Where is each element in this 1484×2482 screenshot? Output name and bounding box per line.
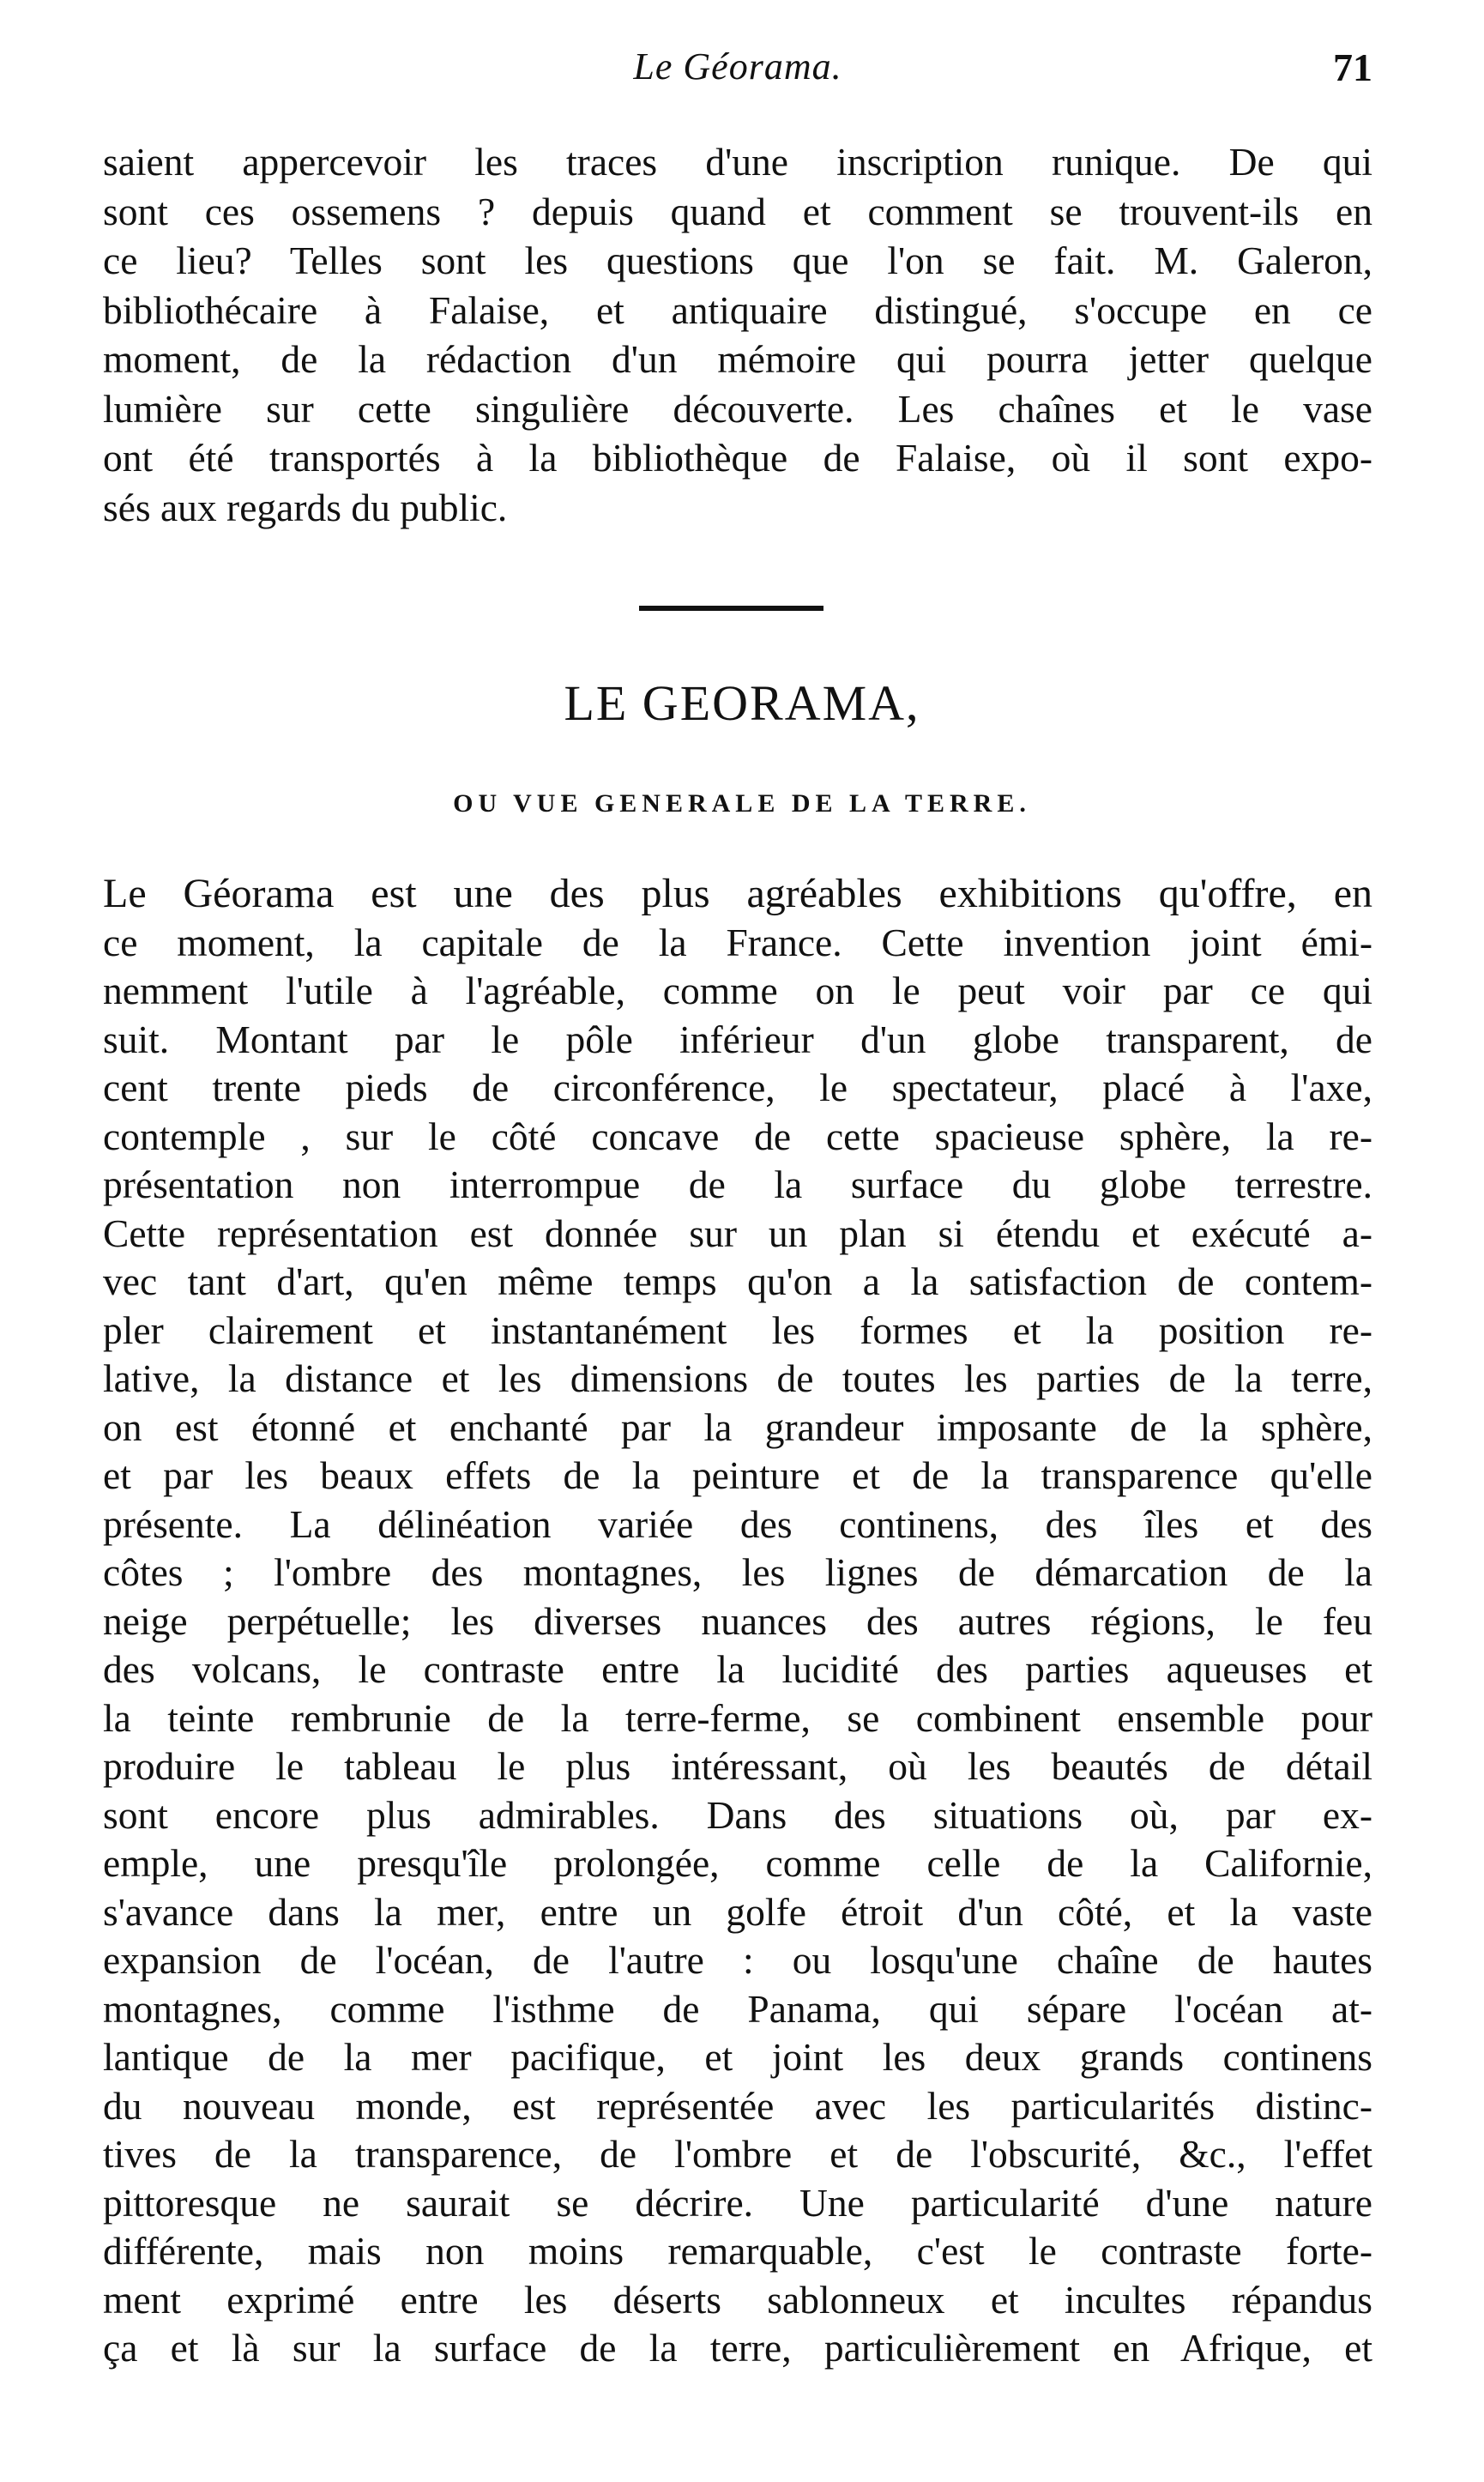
text-line: ce lieu? Telles sont les questions que l'on se fait. M. Galeron, <box>103 239 1372 282</box>
text-line: ce moment, la capitale de la France. Cette invention joint émi- <box>103 920 1372 964</box>
text-line: présente. La délinéation variée des continens, des îles et des <box>103 1501 1372 1546</box>
text-line: des volcans, le contraste entre la lucidité des parties aqueuses et <box>103 1647 1372 1691</box>
text-line: lantique de la mer pacifique, et joint les deux grands continens <box>103 2035 1372 2079</box>
running-title: Le Géorama. <box>633 45 842 88</box>
text-line: et par les beaux effets de la peinture et de la transparence qu'elle <box>103 1453 1372 1497</box>
text-line: du nouveau monde, est représentée avec les particularités distinc- <box>103 2083 1372 2128</box>
text-line: côtes ; l'ombre des montagnes, les lignes de démarcation de la <box>103 1550 1372 1594</box>
text-line: ça et là sur la surface de la terre, particulièrement en Afrique, et <box>103 2326 1372 2370</box>
text-line: neige perpétuelle; les diverses nuances des autres régions, le feu <box>103 1598 1372 1643</box>
running-head <box>103 45 1372 105</box>
page-number: 71 <box>1333 45 1372 89</box>
text-line: sont encore plus admirables. Dans des situations où, par ex- <box>103 1792 1372 1837</box>
text-line: Cette représentation est donnée sur un plan si étendu et exécuté a- <box>103 1211 1372 1255</box>
text-line: saient appercevoir les traces d'une inscription runique. De qui <box>103 140 1372 184</box>
text-line: cent trente pieds de circonférence, le spectateur, placé à l'axe, <box>103 1066 1372 1109</box>
text-line: s'avance dans la mer, entre un golfe étroit d'un côté, et la vaste <box>103 1889 1372 1934</box>
article-paragraph <box>103 870 1372 2373</box>
text-line: produire le tableau le plus intéressant, où les beautés de détail <box>103 1744 1372 1788</box>
text-line: sont ces ossemens ? depuis quand et comment se trouvent-ils en <box>103 189 1372 233</box>
text-line: moment, de la rédaction d'un mémoire qui pourra jetter quelque <box>103 337 1372 381</box>
text-line: Le Géorama est une des plus agréables exhibitions qu'offre, en <box>103 871 1372 916</box>
section-divider-rule <box>639 606 823 611</box>
text-line: on est étonné et enchanté par la grandeur imposante de la sphère, <box>103 1404 1372 1449</box>
text-line: lumière sur cette singulière découverte. Les chaînes et le vase <box>103 386 1372 431</box>
text-line: montagnes, comme l'isthme de Panama, qui sépare l'océan at- <box>103 1986 1372 2031</box>
text-line: lative, la distance et les dimensions de toutes les parties de la terre, <box>103 1356 1372 1400</box>
text-line: différente, mais non moins remarquable, c'est le contraste forte- <box>103 2229 1372 2273</box>
text-line: nemment l'utile à l'agréable, comme on le peut voir par ce qui <box>103 969 1372 1012</box>
text-line: sés aux regards du public. <box>103 485 508 529</box>
text-line: expansion de l'océan, de l'autre : ou losqu'une chaîne de hautes <box>103 1938 1372 1982</box>
article-title: LE GEORAMA, <box>564 675 920 731</box>
text-line: contemple , sur le côté concave de cette spacieuse sphère, la re- <box>103 1114 1372 1158</box>
text-line: pler clairement et instantanément les formes et la position re- <box>103 1307 1372 1352</box>
text-line: ment exprimé entre les déserts sablonneux et incultes répandus <box>103 2277 1372 2322</box>
text-line: tives de la transparence, de l'ombre et de l'obscurité, &c., l'effet <box>103 2132 1372 2176</box>
text-line: ont été transportés à la bibliothèque de Falaise, où il sont expo- <box>103 436 1372 480</box>
article-subtitle: OU VUE GENERALE DE LA TERRE. <box>453 789 1031 818</box>
text-line: présentation non interrompue de la surface du globe terrestre. <box>103 1162 1372 1206</box>
text-line: emple, une presqu'île prolongée, comme celle de la Californie, <box>103 1841 1372 1885</box>
text-line: pittoresque ne saurait se décrire. Une particularité d'une nature <box>103 2180 1372 2225</box>
continuation-paragraph <box>103 137 1372 532</box>
text-line: suit. Montant par le pôle inférieur d'un globe transparent, de <box>103 1017 1372 1061</box>
text-line: bibliothécaire à Falaise, et antiquaire distingué, s'occupe en ce <box>103 287 1372 332</box>
text-line: la teinte rembrunie de la terre-ferme, se combinent ensemble pour <box>103 1695 1372 1740</box>
text-line: vec tant d'art, qu'en même temps qu'on a la satisfaction de contem- <box>103 1259 1372 1303</box>
